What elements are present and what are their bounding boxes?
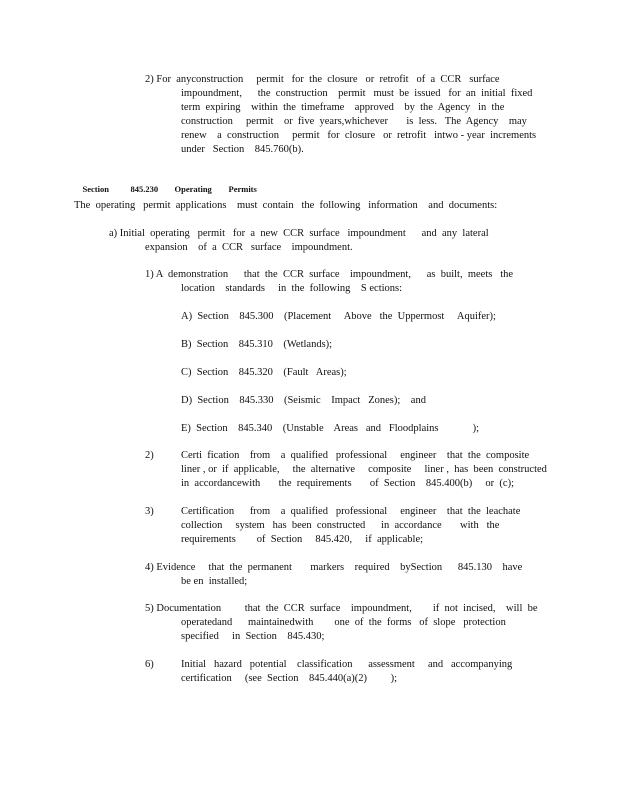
text-line: C) Section 845.320 (Fault Areas); bbox=[181, 367, 347, 378]
sub-item-e bbox=[181, 422, 479, 436]
paragraph-item-6 bbox=[181, 658, 512, 686]
text-line: 2) For anyconstruction permit for the closure or retrofit of a CCR surface bbox=[145, 74, 500, 85]
text-line: Certi fication from a qualified professional engineer that the composite bbox=[181, 450, 530, 461]
text-line: B) Section 845.310 (Wetlands); bbox=[181, 339, 333, 350]
paragraph-item-1 bbox=[145, 268, 513, 296]
sub-item-c bbox=[181, 366, 347, 380]
section-label: Section bbox=[82, 184, 109, 194]
sub-item-b bbox=[181, 338, 332, 352]
text-line: construction permit or five years,whichever is less. The Agency may bbox=[181, 116, 527, 127]
text-line: in accordancewith the requirements of Section 845.400(b) or (c); bbox=[181, 478, 514, 489]
text-line: D) Section 845.330 (Seismic Impact Zones); and bbox=[181, 395, 426, 406]
text-line: 4) Evidence that the permanent markers required bySection 845.130 have bbox=[145, 562, 523, 573]
paragraph-item-a bbox=[109, 227, 489, 255]
sub-item-d bbox=[181, 394, 426, 408]
text-line: impoundment, the construction permit must be issued for an initial fixed bbox=[181, 88, 533, 99]
text-line: collection system has been constructed in accordance with the bbox=[181, 520, 500, 531]
paragraph-item-3 bbox=[181, 505, 520, 547]
text-line: be en installed; bbox=[181, 576, 248, 587]
text-line: term expiring within the timeframe approved by the Agency in the bbox=[181, 102, 505, 113]
text-line: requirements of Section 845.420, if applicable; bbox=[181, 534, 424, 545]
text-line: certification (see Section 845.440(a)(2) ); bbox=[181, 673, 398, 684]
text-line: operatedand maintainedwith one of the forms of slope protection bbox=[181, 617, 506, 628]
intro-paragraph bbox=[74, 199, 497, 213]
text-line: under Section 845.760(b). bbox=[181, 144, 304, 155]
text-line: liner , or if applicable, the alternative composite liner , has been constructed bbox=[181, 464, 547, 475]
paragraph-item-5 bbox=[145, 602, 538, 644]
text-line: A) Section 845.300 (Placement Above the Uppermost Aquifer); bbox=[181, 311, 496, 322]
text-line: location standards in the following S ections: bbox=[181, 283, 403, 294]
item-number: 3) bbox=[145, 506, 154, 517]
text-line: renew a construction permit for closure or retrofit intwo - year increments bbox=[181, 130, 537, 141]
text-line: specified in Section 845.430; bbox=[181, 631, 325, 642]
section-title-word: Permits bbox=[228, 184, 257, 194]
item-number: 6) bbox=[145, 659, 154, 670]
section-title-word: Operating bbox=[174, 184, 212, 194]
text-line: Initial hazard potential classification assessment and accompanying bbox=[181, 659, 513, 670]
sub-item-a bbox=[181, 310, 496, 324]
paragraph-item-2-construction-permit bbox=[145, 73, 536, 157]
text-line: 1) A demonstration that the CCR surface impoundment, as built, meets the bbox=[145, 269, 514, 280]
text-line: 5) Documentation that the CCR surface impoundment, if not incised, will be bbox=[145, 603, 538, 614]
text-line: The operating permit applications must contain the following information and documents: bbox=[74, 200, 498, 211]
section-number: 845.230 bbox=[130, 184, 159, 194]
paragraph-item-2-certification bbox=[181, 449, 547, 491]
item-number: 2) bbox=[145, 450, 154, 461]
text-line: expansion of a CCR surface impoundment. bbox=[145, 242, 353, 253]
paragraph-item-4 bbox=[145, 561, 522, 589]
text-line: Certification from a qualified professional engineer that the leachate bbox=[181, 506, 521, 517]
text-line: E) Section 845.340 (Unstable Areas and Floodplains ); bbox=[181, 423, 480, 434]
text-line: a) Initial operating permit for a new CCR surface impoundment and any lateral bbox=[109, 228, 489, 239]
